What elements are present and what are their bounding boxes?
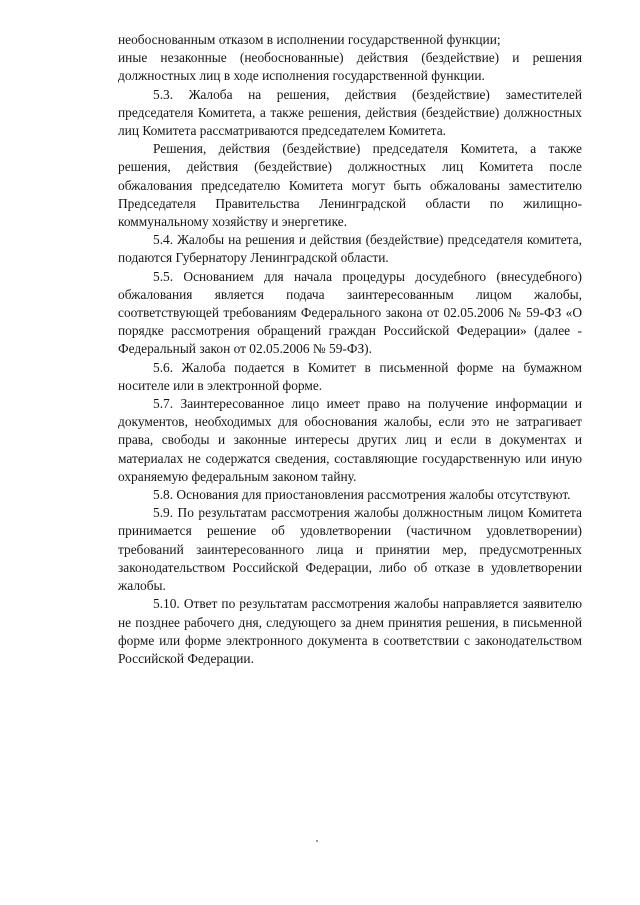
paragraph-5-9: 5.9. По результатам рассмотрения жалобы должностным лицом Комитета принимается решение об удовлетворении (частичном удовлетворении) требований заинтересованного лица и принятии мер, предусмотренных законодательством Российской Федерации, либо об отказе в удовлетворении жалобы. — [118, 505, 582, 594]
paragraph-5-8: 5.8. Основания для приостановления рассмотрения жалобы отсутствуют. — [153, 487, 571, 503]
paragraph-5-3: 5.3. Жалоба на решения, действия (бездействие) заместителей председателя Комитета, а также решения, действия (бездействие) должностных лиц Комитета рассматриваются председателем Комитета. — [118, 86, 582, 139]
paragraph-5-5: 5.5. Основанием для начала процедуры досудебного (внесудебного) обжалования является подача заинтересованным лицом жалобы, соответствующей требованиям Федерального закона от 02.05.2006 № 59-ФЗ «О порядке рассмотрения обращений граждан Российской Федерации» (далее - Федеральный закон от 02.05.2006 № 59-ФЗ). — [118, 268, 582, 357]
paragraph-chairman-decisions: Решения, действия (бездействие) председателя Комитета, а также решения, действия (бездействие) должностных лиц Комитета после обжалования председателю Комитета могут быть обжалованы заместителю Председателя Правительства Ленинградской области по жилищно-коммунальному хозяйству и энергетике. — [118, 141, 582, 230]
document-body — [118, 31, 582, 668]
paragraph-unlawful-actions: иные незаконные (необоснованные) действия (бездействие) и решения должностных лиц в ходе исполнения государственной функции. — [118, 50, 582, 84]
scan-dot-mark — [316, 840, 318, 842]
paragraph-5-7: 5.7. Заинтересованное лицо имеет право на получение информации и документов, необходимых для обоснования жалобы, если это не затрагивает права, свободы и законные интересы других лиц и если в документах и материалах не содержатся сведения, составляющие государственную или иную охраняемую федеральным законом тайну. — [118, 396, 582, 484]
paragraph-5-6: 5.6. Жалоба подается в Комитет в письменной форме на бумажном носителе или в электронной форме. — [118, 359, 582, 393]
paragraph-refusal: необоснованным отказом в исполнении государственной функции; — [118, 32, 501, 47]
paragraph-5-4: 5.4. Жалобы на решения и действия (бездействие) председателя комитета, подаются Губернатору Ленинградской области. — [118, 232, 582, 266]
paragraph-5-10: 5.10. Ответ по результатам рассмотрения жалобы направляется заявителю не позднее рабочего дня, следующего за днем принятия решения, в письменной форме или форме электронного документа в соответствии с законодательством Российской Федерации. — [118, 596, 582, 666]
